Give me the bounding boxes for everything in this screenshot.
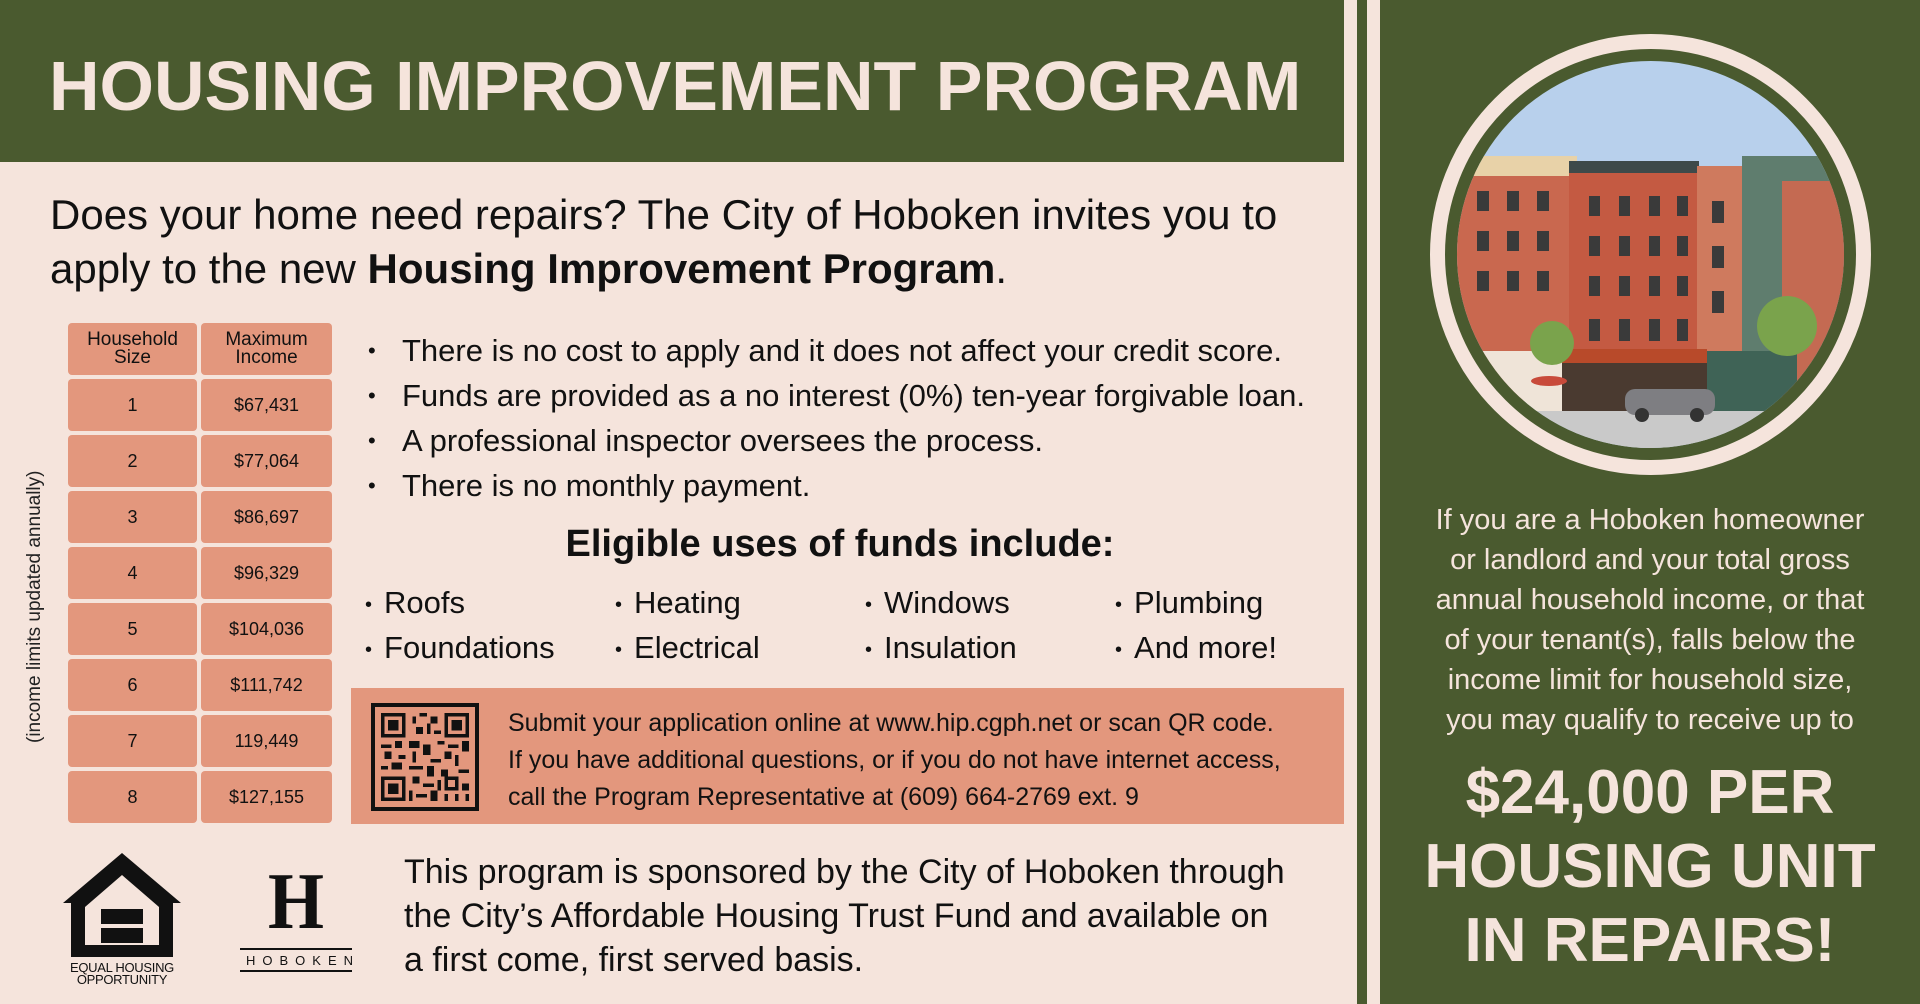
apply-line: call the Program Representative at (609) 664-2769 ext. 9 bbox=[508, 783, 1139, 811]
qualify-line: If you are a Hoboken homeowner bbox=[1435, 504, 1865, 536]
amount-line: HOUSING UNIT bbox=[1424, 832, 1876, 901]
intro-end: . bbox=[995, 245, 1007, 292]
qualify-line: or landlord and your total gross bbox=[1450, 544, 1850, 576]
use-item bbox=[1115, 628, 1365, 670]
bullet-icon: • bbox=[365, 593, 373, 616]
max-income: $96,329 bbox=[201, 547, 332, 599]
equal-housing-house-icon bbox=[63, 853, 181, 957]
qualify-line: you may qualify to receive up to bbox=[1446, 704, 1854, 736]
income-limits-note: (income limits updated annually) bbox=[24, 470, 45, 743]
use-item bbox=[865, 583, 1115, 625]
bullet-icon: • bbox=[615, 593, 623, 616]
household-size: 5 bbox=[68, 603, 197, 655]
use-label: Windows bbox=[884, 585, 1010, 620]
use-label: Plumbing bbox=[1134, 585, 1264, 620]
bullet-icon: • bbox=[865, 638, 873, 661]
table-row bbox=[68, 547, 332, 599]
table-row bbox=[68, 491, 332, 543]
qualify-line: annual household income, or that bbox=[1435, 584, 1865, 616]
bullet-icon: • bbox=[1115, 593, 1123, 616]
benefits-list bbox=[368, 328, 1305, 508]
amount-line: $24,000 PER bbox=[1465, 758, 1835, 827]
benefit-item: • A professional inspector oversees the process. bbox=[368, 418, 1305, 463]
use-item bbox=[365, 583, 615, 625]
household-size: 7 bbox=[68, 715, 197, 767]
use-label: Electrical bbox=[634, 629, 760, 665]
divider-stripe bbox=[1357, 0, 1367, 1004]
benefit-item: • There is no cost to apply and it does not affect your credit score. bbox=[368, 328, 1305, 373]
household-size: 4 bbox=[68, 547, 197, 599]
table-row bbox=[68, 379, 332, 431]
header-household-size: Household Size bbox=[68, 323, 197, 375]
use-label: Foundations bbox=[384, 629, 555, 665]
max-income: $127,155 bbox=[201, 771, 332, 823]
household-size: 8 bbox=[68, 771, 197, 823]
eligible-uses-grid bbox=[365, 583, 1365, 670]
table-row bbox=[68, 603, 332, 655]
building-photo-frame bbox=[1430, 34, 1871, 475]
table-header-row bbox=[68, 323, 332, 375]
header-banner bbox=[0, 0, 1344, 162]
benefit-item: • There is no monthly payment. bbox=[368, 463, 1305, 508]
use-item bbox=[865, 628, 1115, 670]
qualify-line: of your tenant(s), falls below the bbox=[1444, 624, 1856, 656]
use-item bbox=[365, 628, 615, 670]
bullet-icon: • bbox=[865, 593, 873, 616]
table-row bbox=[68, 771, 332, 823]
household-size: 3 bbox=[68, 491, 197, 543]
building-photo bbox=[1457, 61, 1844, 448]
household-size: 6 bbox=[68, 659, 197, 711]
apply-info-box bbox=[351, 688, 1344, 824]
hoboken-h-icon: H bbox=[267, 858, 324, 946]
household-size: 2 bbox=[68, 435, 197, 487]
sponsor-text bbox=[404, 850, 1285, 982]
eho-label-1: EQUAL HOUSING bbox=[70, 960, 174, 975]
qualify-line: income limit for household size, bbox=[1447, 664, 1853, 696]
household-size: 1 bbox=[68, 379, 197, 431]
max-award-amount bbox=[1380, 756, 1920, 978]
hoboken-logo bbox=[240, 858, 361, 972]
apply-line: If you have additional questions, or if you do not have internet access, bbox=[508, 746, 1281, 774]
intro-text bbox=[50, 188, 1340, 296]
bullet-icon: • bbox=[365, 638, 373, 661]
page-title: HOUSING IMPROVEMENT PROGRAM bbox=[49, 47, 1302, 125]
bullet-icon: • bbox=[615, 638, 623, 661]
eligible-uses-heading: Eligible uses of funds include: bbox=[565, 523, 1115, 565]
max-income: $111,742 bbox=[201, 659, 332, 711]
amount-line: IN REPAIRS! bbox=[1464, 906, 1836, 975]
table-row bbox=[68, 659, 332, 711]
max-income: $86,697 bbox=[201, 491, 332, 543]
header-maximum-income: Maximum Income bbox=[201, 323, 332, 375]
sponsor-line: a first come, first served basis. bbox=[404, 941, 864, 979]
use-label: Heating bbox=[634, 585, 741, 620]
use-label: And more! bbox=[1134, 629, 1278, 665]
max-income: $67,431 bbox=[201, 379, 332, 431]
use-item bbox=[1115, 583, 1365, 625]
apply-instructions bbox=[508, 705, 1281, 816]
intro-program-name: Housing Improvement Program bbox=[367, 245, 996, 292]
use-label: Roofs bbox=[384, 585, 465, 620]
max-income: 119,449 bbox=[201, 715, 332, 767]
use-item bbox=[615, 628, 865, 670]
table-row bbox=[68, 435, 332, 487]
eho-label-2: OPPORTUNITY bbox=[76, 972, 168, 987]
table-row bbox=[68, 715, 332, 767]
bullet-icon: • bbox=[1115, 638, 1123, 661]
max-income: $77,064 bbox=[201, 435, 332, 487]
hoboken-label: HOBOKEN bbox=[240, 948, 352, 972]
max-income: $104,036 bbox=[201, 603, 332, 655]
use-item bbox=[615, 583, 865, 625]
equal-housing-logo bbox=[62, 853, 182, 986]
income-table bbox=[68, 323, 332, 827]
qr-code-icon[interactable] bbox=[371, 703, 479, 811]
use-label: Insulation bbox=[884, 629, 1017, 665]
intro-plain: Does your home need repairs? The City of Hoboken invites you to apply to the new bbox=[50, 191, 1278, 292]
benefit-item: • Funds are provided as a no interest (0%) ten-year forgivable loan. bbox=[368, 373, 1305, 418]
sponsor-line: the City’s Affordable Housing Trust Fund and available on bbox=[404, 897, 1269, 935]
apply-line: Submit your application online at www.hip.cgph.net or scan QR code. bbox=[508, 709, 1274, 737]
sponsor-line: This program is sponsored by the City of Hoboken through bbox=[404, 853, 1285, 891]
qualify-text bbox=[1380, 500, 1920, 740]
